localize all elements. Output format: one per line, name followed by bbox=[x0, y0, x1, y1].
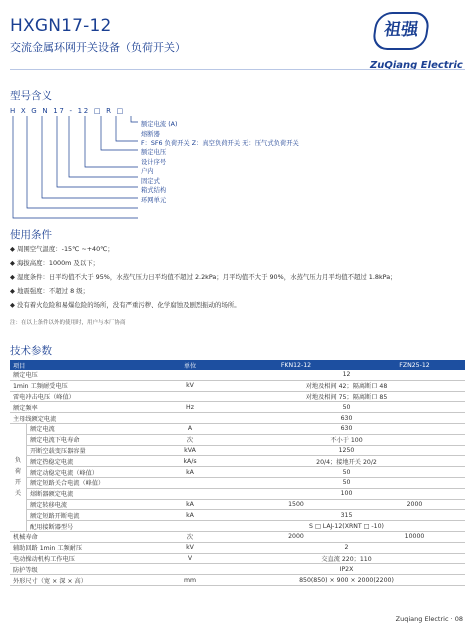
condition-item: ◆ 周围空气温度：-15℃ ~+40℃； bbox=[10, 245, 114, 253]
table-row: 电动操动机构工作电压 V 交直流 220；110 bbox=[10, 553, 465, 564]
tech-heading: 技术参数 bbox=[10, 345, 52, 357]
table-row: 开断空载变压器容量 kVA 1250 bbox=[10, 445, 465, 456]
table-row: 雷电冲击电压（峰值） 对地及相间 75；隔离断口 85 bbox=[10, 391, 465, 402]
conditions-heading: 使用条件 bbox=[10, 229, 52, 241]
table-row: 熔断器额定电流 100 bbox=[10, 488, 465, 499]
brand-logo bbox=[370, 12, 468, 74]
page-subtitle: 交流金属环网开关设备（负荷开关） bbox=[10, 41, 186, 54]
col-unit: 单位 bbox=[152, 360, 228, 370]
condition-item: ◆ 没有着火危险和易爆危险的场所，没有严重污秽、化学腐蚀及剧烈振动的场所。 bbox=[10, 301, 241, 309]
table-row: 额定电压 12 bbox=[10, 370, 465, 380]
model-desc-box: 箱式结构 bbox=[141, 187, 167, 194]
condition-item: ◆ 湿度条件：日平均值不大于 95%，水蒸气压力日平均值不超过 2.2kPa；月平均值不大于 90%，水蒸气压力月平均值不超过 1.8kPa； bbox=[10, 273, 397, 281]
condition-item: ◆ 地震强度：不超过 8 级； bbox=[10, 287, 89, 295]
model-desc-fixed: 固定式 bbox=[141, 178, 160, 185]
logo-mark: 祖强 bbox=[371, 12, 430, 50]
header-divider bbox=[10, 69, 465, 70]
table-row: 额定短路开断电流 kA 315 bbox=[10, 510, 465, 521]
table-row: 额定动稳定电流（峰值） kA 50 bbox=[10, 467, 465, 478]
model-heading: 型号含义 bbox=[10, 90, 52, 102]
page-footer: Zuqiang Electric · 08 bbox=[395, 615, 463, 623]
table-row: 辅助回路 1min 工频耐压 kV 2 bbox=[10, 542, 465, 553]
table-row: 防护等级 IP2X bbox=[10, 564, 465, 575]
col-fkn: FKN12-12 bbox=[228, 360, 364, 370]
model-desc-indoor: 户内 bbox=[141, 168, 154, 175]
model-desc-design-no: 设计序号 bbox=[141, 159, 167, 166]
model-code: H X G N 17 - 12 □ R □ bbox=[10, 107, 125, 115]
col-item: 项目 bbox=[10, 360, 152, 370]
group-label-load-switch: 负荷开关 bbox=[10, 423, 27, 531]
table-row: 主母线额定电流 630 bbox=[10, 413, 465, 424]
conditions-note: 注：在以上条件以外的使用时，用户与本厂协商 bbox=[10, 320, 126, 326]
model-desc-rated-voltage: 额定电压 bbox=[141, 149, 167, 156]
model-desc-rated-current: 额定电流 (A) bbox=[141, 121, 178, 128]
model-desc-switch-type: F：SF6 负荷开关 Z：真空负荷开关 无：压气式负荷开关 bbox=[141, 140, 299, 147]
table-row: 机械寿命 次 2000 10000 bbox=[10, 531, 465, 542]
condition-item: ◆ 海拔高度：1000m 及以下； bbox=[10, 259, 99, 267]
logo-english-name: ZuQiang Electric bbox=[370, 60, 463, 71]
model-desc-fuse: 熔断器 bbox=[141, 131, 160, 138]
model-desc-ring: 环网单元 bbox=[141, 197, 167, 204]
table-row: 额定转移电流 kA 1500 2000 bbox=[10, 499, 465, 510]
table-row: 额定频率 Hz 50 bbox=[10, 402, 465, 413]
table-row: 1min 工频耐受电压 kV 对地及相间 42；隔离断口 48 bbox=[10, 380, 465, 391]
table-row: 负荷开关 额定电流 A 630 bbox=[10, 423, 465, 434]
col-fzn: FZN25-12 bbox=[364, 360, 465, 370]
table-row: 额定短路关合电流（峰值） 50 bbox=[10, 477, 465, 488]
table-row: 额定热稳定电流 kA/s 20/4；接地开关 20/2 bbox=[10, 456, 465, 467]
table-row: 额定电流下电寿命 次 不小于 100 bbox=[10, 434, 465, 445]
table-row: 外形尺寸（宽 × 深 × 高） mm 850(850) × 900 × 2000(2200) bbox=[10, 575, 465, 586]
page-title: HXGN17-12 bbox=[10, 16, 112, 36]
table-header-row bbox=[10, 360, 465, 370]
tech-table bbox=[10, 360, 465, 586]
table-row: 配用接断器型号 S □ LAJ-12(XRNT □ -10) bbox=[10, 521, 465, 532]
model-bracket-lines bbox=[10, 116, 210, 226]
